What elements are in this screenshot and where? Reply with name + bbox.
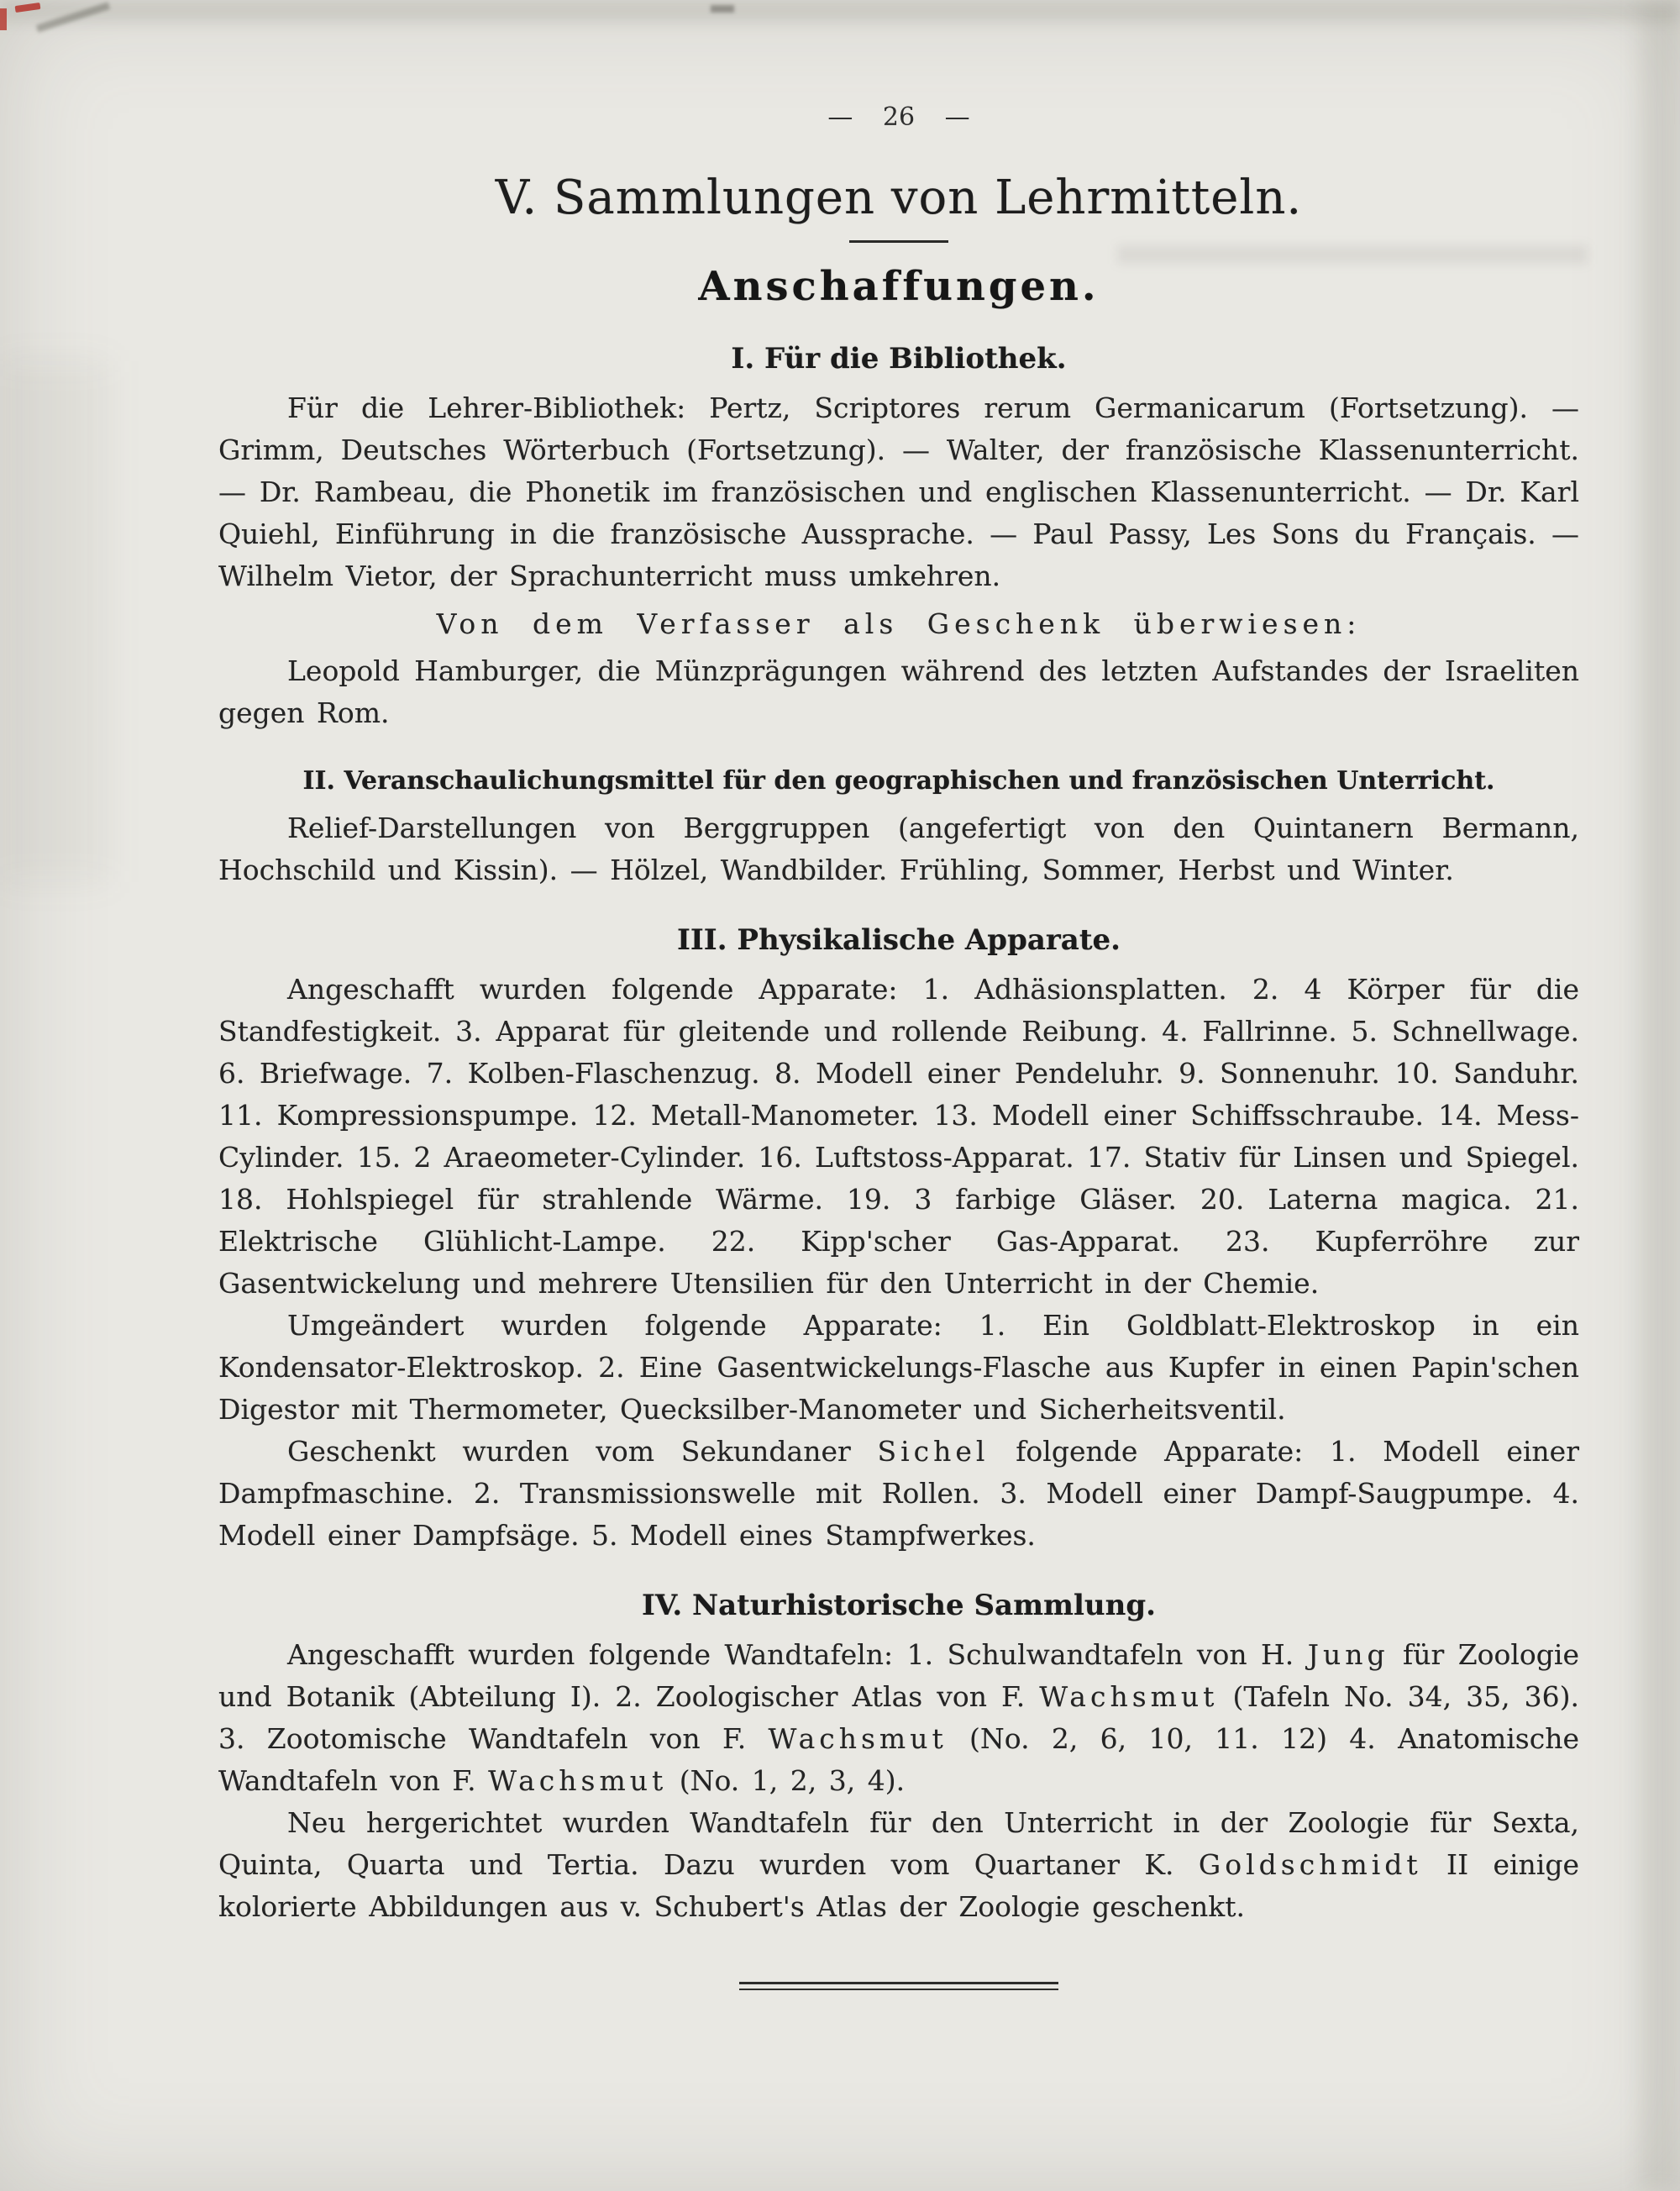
section-heading-veranschaulichung: II. Veranschaulichungsmittel für den geographischen und französischen Unterricht. (302, 766, 1495, 796)
paragraph-wandtafeln-angeschafft: Angeschafft wurden folgende Wandtafeln: 1. Schulwandtafeln von H. Jung für Zoologie und Botanik (Abteilung I). 2. Zoologischer Atlas von F. Wachsmut (Tafeln No. 34, 35, 36). 3. Zootomische Wandtafeln von F. Wachsmut (No. 2, 6, 10, 11. 12) 4. Anatomische Wandtafeln von F. Wachsmut (No. 1, 2, 3, 4). (218, 1638, 1579, 1797)
paragraph-bibliothek: Für die Lehrer-Bibliothek: Pertz, Scriptores rerum Germanicarum (Fortsetzung). — Grimm, Deutsches Wörterbuch (Fortsetzung). — Walter, der französische Klassenunterricht. — Dr. Rambeau, die Phonetik im französischen und englischen Klassenunterricht. — Dr. Karl Quiehl, Einführung in die französische Aussprache. — Paul Passy, Les Sons du Français. — Wilhelm Vietor, der Sprachunterricht muss umkehren. (218, 391, 1579, 592)
paragraph-apparate-geschenkt: Geschenkt wurden vom Sekundaner Sichel folgende Apparate: 1. Modell einer Dampfmaschine. 2. Transmissionswelle mit Rollen. 3. Modell einer Dampf-Saugpumpe. 4. Modell einer Dampfsäge. 5. Modell eines Stampfwerkes. (218, 1435, 1579, 1552)
title-divider (849, 240, 948, 243)
end-divider (739, 1982, 1058, 1990)
page-number: — 26 — (827, 102, 970, 132)
scan-red-mark-left-edge (0, 8, 7, 30)
scan-shadow-right-edge (1640, 0, 1680, 2191)
section-heading-physik: III. Physikalische Apparate. (676, 923, 1121, 957)
section-heading-bibliothek: I. Für die Bibliothek. (731, 342, 1067, 376)
document-subtitle: Anschaffungen. (698, 263, 1100, 310)
printed-text-block (218, 0, 1579, 1990)
scan-dark-streak-top-left (36, 2, 110, 32)
scan-red-mark-top-left (15, 3, 41, 13)
paragraph-relief: Relief-Darstellungen von Berggruppen (angefertigt von den Quintanern Bermann, Hochschild und Kissin). — Hölzel, Wandbilder. Frühling, Sommer, Herbst und Winter. (218, 812, 1579, 886)
gift-note: Von dem Verfasser als Geschenk überwiesen: (436, 607, 1362, 640)
paragraph-wandtafeln-hergerichtet: Neu hergerichtet wurden Wandtafeln für den Unterricht in der Zoologie für Sexta, Quinta, Quarta und Tertia. Dazu wurden vom Quartaner K. Goldschmidt II einige kolorierte Abbildungen aus v. Schubert's Atlas der Zoologie geschenkt. (218, 1806, 1579, 1923)
paragraph-apparate-angeschafft: Angeschafft wurden folgende Apparate: 1. Adhäsionsplatten. 2. 4 Körper für die Standfestigkeit. 3. Apparat für gleitende und rollende Reibung. 4. Fallrinne. 5. Schnellwage. 6. Briefwage. 7. Kolben-Flaschenzug. 8. Modell einer Pendeluhr. 9. Sonnenuhr. 10. Sanduhr. 11. Kompressionspumpe. 12. Metall-Manometer. 13. Modell einer Schiffsschraube. 14. Mess-Cylinder. 15. 2 Araeometer-Cylinder. 16. Luftstoss-Apparat. 17. Stativ für Linsen und Spiegel. 18. Hohlspiegel für strahlende Wärme. 19. 3 farbige Gläser. 20. Laterna magica. 21. Elektrische Glühlicht-Lampe. 22. Kipp'scher Gas-Apparat. 23. Kupferröhre zur Gasentwickelung und mehrere Utensilien für den Unterricht in der Chemie. (218, 973, 1579, 1300)
section-heading-naturhistorisch: IV. Naturhistorische Sammlung. (642, 1589, 1156, 1622)
paragraph-apparate-umgeaendert: Umgeändert wurden folgende Apparate: 1. Ein Goldblatt-Elektroskop in ein Kondensator-Elektroskop. 2. Eine Gasentwickelungs-Flasche aus Kupfer in einen Papin'schen Digestor mit Thermometer, Quecksilber-Manometer und Sicherheitsventil. (218, 1309, 1579, 1426)
paragraph-hamburger-gift: Leopold Hamburger, die Münzprägungen während des letzten Aufstandes der Israeliten gegen Rom. (218, 654, 1579, 729)
document-title: V. Sammlungen von Lehrmitteln. (495, 171, 1303, 225)
scan-shadow-left-margin (0, 361, 109, 882)
